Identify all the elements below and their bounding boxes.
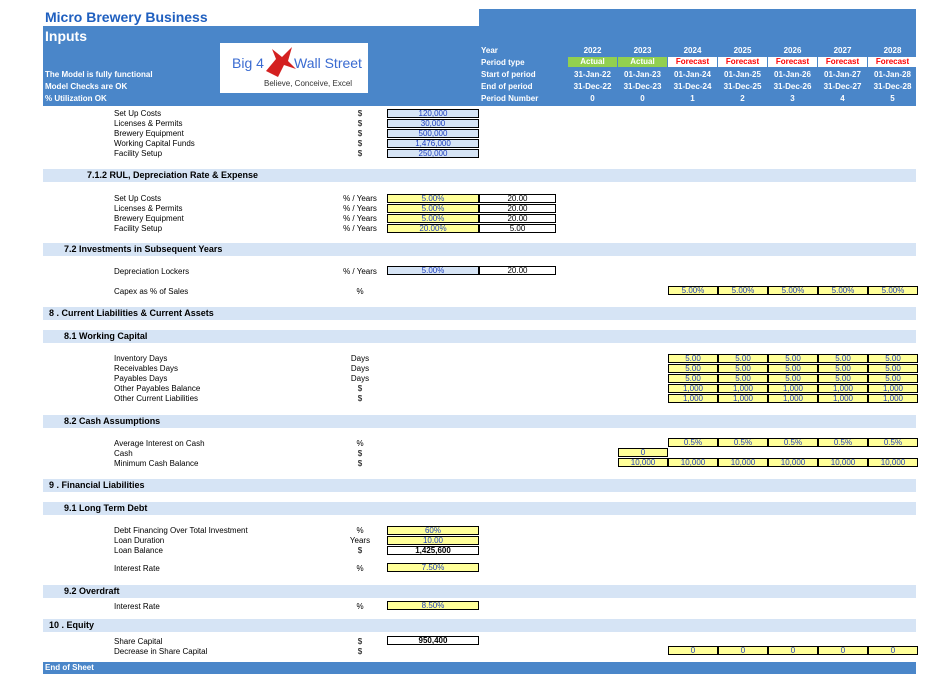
period-number: 2 [740, 94, 745, 103]
debt-item-label: Loan Balance [114, 546, 163, 555]
period-number: 5 [890, 94, 895, 103]
page-title: Micro Brewery Business [45, 9, 208, 25]
debt-item-value[interactable]: 10.00 [387, 536, 479, 545]
dep-lockers-unit: % / Years [343, 267, 377, 276]
wc-cell[interactable]: 5.00 [668, 364, 718, 373]
min-cash-cell[interactable]: 10,000 [768, 458, 818, 467]
setup-item-label: Working Capital Funds [114, 139, 195, 148]
dep-item-unit: % / Years [343, 204, 377, 213]
period-number: 0 [640, 94, 645, 103]
overdraft-interest-unit: % [356, 602, 364, 611]
decrease-share-label: Decrease in Share Capital [114, 647, 208, 656]
decrease-share-cell[interactable]: 0 [668, 646, 718, 655]
wc-cell[interactable]: 1,000 [718, 394, 768, 403]
wc-item-unit: Days [350, 374, 370, 383]
section-9: 9 . Financial Liabilities [43, 479, 916, 492]
dep-item-rate[interactable]: 20.00% [387, 224, 479, 233]
period-start: 01-Jan-23 [624, 70, 661, 79]
period-end: 31-Dec-27 [823, 82, 862, 91]
period-type-badge: Forecast [768, 57, 817, 67]
dep-item-label: Facility Setup [114, 224, 163, 233]
capex-label: Capex as % of Sales [114, 287, 189, 296]
dep-item-rate[interactable]: 5.00% [387, 214, 479, 223]
wc-cell[interactable]: 5.00 [818, 374, 868, 383]
period-end: 31-Dec-28 [873, 82, 912, 91]
decrease-share-cell[interactable]: 0 [868, 646, 918, 655]
period-start: 01-Jan-28 [874, 70, 911, 79]
wc-item-label: Receivables Days [114, 364, 179, 373]
capex-cell[interactable]: 5.00% [768, 286, 818, 295]
wc-cell[interactable]: 5.00 [718, 354, 768, 363]
year-label: 2026 [783, 46, 802, 55]
setup-item-value[interactable]: 1,476,000 [387, 139, 479, 148]
wc-cell[interactable]: 1,000 [818, 384, 868, 393]
min-cash-cell[interactable]: 10,000 [668, 458, 718, 467]
year-label: 2023 [633, 46, 652, 55]
dep-item-unit: % / Years [343, 214, 377, 223]
dep-item-label: Set Up Costs [114, 194, 162, 203]
period-start: 01-Jan-24 [674, 70, 711, 79]
wc-cell[interactable]: 5.00 [818, 364, 868, 373]
setup-item-value[interactable]: 30,000 [387, 119, 479, 128]
wc-item-label: Other Current Liabilities [114, 394, 199, 403]
wc-item-unit: Days [350, 364, 370, 373]
year-label: 2028 [883, 46, 902, 55]
logo-tagline: Believe, Conceive, Excel [264, 79, 353, 88]
dep-lockers-years[interactable]: 20.00 [479, 266, 556, 275]
period-start: 31-Jan-22 [574, 70, 611, 79]
dep-lockers-label: Depreciation Lockers [114, 267, 190, 276]
year-label: 2025 [733, 46, 752, 55]
wc-cell[interactable]: 1,000 [868, 394, 918, 403]
dep-item-unit: % / Years [343, 224, 377, 233]
setup-item-label: Brewery Equipment [114, 129, 184, 138]
capex-cell[interactable]: 5.00% [718, 286, 768, 295]
period-number: 4 [840, 94, 845, 103]
capex-cell[interactable]: 5.00% [868, 286, 918, 295]
period-start: 01-Jan-26 [774, 70, 811, 79]
avg-interest-label: Average Interest on Cash [114, 439, 205, 448]
period-end: 31-Dec-24 [673, 82, 712, 91]
cash-unit: $ [357, 449, 363, 458]
setup-item-label: Set Up Costs [114, 109, 162, 118]
ltd-interest-rate[interactable]: 7.50% [387, 563, 479, 572]
decrease-share-cell[interactable]: 0 [718, 646, 768, 655]
section-8-1: 8.1 Working Capital [43, 330, 916, 343]
setup-item-unit: $ [357, 129, 363, 138]
overdraft-interest-rate[interactable]: 8.50% [387, 601, 479, 610]
period-type-badge: Actual [618, 57, 667, 67]
wc-item-label: Inventory Days [114, 354, 168, 363]
setup-item-unit: $ [357, 109, 363, 118]
setup-item-label: Licenses & Permits [114, 119, 183, 128]
wc-cell[interactable]: 1,000 [768, 384, 818, 393]
year-label: 2022 [583, 46, 602, 55]
eagle-icon [264, 45, 298, 79]
debt-item-unit: Years [349, 536, 371, 545]
capex-cell[interactable]: 5.00% [668, 286, 718, 295]
min-cash-unit: $ [357, 459, 363, 468]
logo-text-wallstreet: Wall Street [294, 55, 362, 71]
section-8-2: 8.2 Cash Assumptions [43, 415, 916, 428]
wc-item-label: Other Payables Balance [114, 384, 201, 393]
status-line-3: % Utilization OK [45, 94, 107, 103]
debt-item-unit: % [356, 526, 364, 535]
wc-cell[interactable]: 5.00 [768, 364, 818, 373]
overdraft-interest-label: Interest Rate [114, 602, 160, 611]
share-capital-unit: $ [357, 637, 363, 646]
company-logo [220, 43, 368, 93]
period-start: 01-Jan-27 [824, 70, 861, 79]
dep-item-rate[interactable]: 5.00% [387, 194, 479, 203]
ltd-interest-unit: % [356, 564, 364, 573]
dep-lockers-rate[interactable]: 5.00% [387, 266, 479, 275]
wc-cell[interactable]: 5.00 [868, 374, 918, 383]
wc-cell[interactable]: 1,000 [668, 394, 718, 403]
period-type-badge: Forecast [668, 57, 717, 67]
status-line-2: Model Checks are OK [45, 82, 128, 91]
cash-label: Cash [114, 449, 133, 458]
dep-item-rate[interactable]: 5.00% [387, 204, 479, 213]
min-cash-cell[interactable]: 10,000 [868, 458, 918, 467]
debt-item-label: Loan Duration [114, 536, 165, 545]
min-cash-label: Minimum Cash Balance [114, 459, 199, 468]
sheet-subtitle: Inputs [45, 28, 87, 44]
wc-cell[interactable]: 1,000 [668, 384, 718, 393]
wc-cell[interactable]: 5.00 [818, 354, 868, 363]
decrease-share-unit: $ [357, 647, 363, 656]
section-9-2: 9.2 Overdraft [43, 585, 916, 598]
section-9-1: 9.1 Long Term Debt [43, 502, 916, 515]
setup-item-label: Facility Setup [114, 149, 163, 158]
year-label: 2024 [683, 46, 702, 55]
wc-item-unit: Days [350, 354, 370, 363]
status-line-1: The Model is fully functional [45, 70, 153, 79]
wc-cell[interactable]: 5.00 [868, 364, 918, 373]
dep-item-years[interactable]: 20.00 [479, 214, 556, 223]
share-capital-label: Share Capital [114, 637, 163, 646]
dep-item-years[interactable]: 20.00 [479, 204, 556, 213]
row-label-start: Start of period [481, 70, 536, 79]
dep-item-label: Licenses & Permits [114, 204, 183, 213]
wc-cell[interactable]: 1,000 [868, 384, 918, 393]
setup-item-unit: $ [357, 149, 363, 158]
interest-cell[interactable]: 0.5% [868, 438, 918, 447]
min-cash-cell[interactable]: 10,000 [818, 458, 868, 467]
period-end: 31-Dec-23 [623, 82, 662, 91]
section-7-2: 7.2 Investments in Subsequent Years [43, 243, 916, 256]
row-label-period-number: Period Number [481, 94, 539, 103]
row-label-end: End of period [481, 82, 533, 91]
capex-cell[interactable]: 5.00% [818, 286, 868, 295]
wc-cell[interactable]: 1,000 [718, 384, 768, 393]
share-capital-value[interactable]: 950,400 [387, 636, 479, 645]
wc-item-unit: $ [357, 394, 363, 403]
end-of-sheet: End of Sheet [43, 662, 916, 674]
period-type-badge: Actual [568, 57, 617, 67]
wc-cell[interactable]: 5.00 [868, 354, 918, 363]
min-cash-cell[interactable]: 10,000 [718, 458, 768, 467]
wc-cell[interactable]: 1,000 [818, 394, 868, 403]
section-7-1-2: 7.1.2 RUL, Depreciation Rate & Expense [43, 169, 916, 182]
period-end: 31-Dec-25 [723, 82, 762, 91]
interest-cell[interactable]: 0.5% [718, 438, 768, 447]
interest-cell[interactable]: 0.5% [768, 438, 818, 447]
period-number: 3 [790, 94, 795, 103]
wc-cell[interactable]: 5.00 [768, 374, 818, 383]
min-cash-cell[interactable]: 10,000 [618, 458, 668, 467]
debt-item-value[interactable]: 1,425,600 [387, 546, 479, 555]
interest-cell[interactable]: 0.5% [668, 438, 718, 447]
setup-item-unit: $ [357, 119, 363, 128]
row-label-period-type: Period type [481, 58, 525, 67]
wc-cell[interactable]: 5.00 [668, 374, 718, 383]
year-label: 2027 [833, 46, 852, 55]
period-start: 01-Jan-25 [724, 70, 761, 79]
period-type-badge: Forecast [718, 57, 767, 67]
avg-interest-unit: % [356, 439, 364, 448]
logo-text-big4: Big 4 [232, 55, 264, 71]
setup-item-unit: $ [357, 139, 363, 148]
period-end: 31-Dec-22 [573, 82, 612, 91]
interest-cell[interactable]: 0.5% [818, 438, 868, 447]
setup-item-value[interactable]: 250,000 [387, 149, 479, 158]
dep-item-label: Brewery Equipment [114, 214, 184, 223]
capex-unit: % [356, 287, 364, 296]
row-label-year: Year [481, 46, 498, 55]
period-type-badge: Forecast [868, 57, 917, 67]
period-number: 1 [690, 94, 695, 103]
cash-cell[interactable]: 0 [618, 448, 668, 457]
period-type-badge: Forecast [818, 57, 867, 67]
wc-item-label: Payables Days [114, 374, 168, 383]
wc-cell[interactable]: 1,000 [768, 394, 818, 403]
debt-item-unit: $ [357, 546, 363, 555]
wc-cell[interactable]: 5.00 [718, 374, 768, 383]
period-end: 31-Dec-26 [773, 82, 812, 91]
ltd-interest-label: Interest Rate [114, 564, 160, 573]
period-number: 0 [590, 94, 595, 103]
wc-cell[interactable]: 5.00 [668, 354, 718, 363]
dep-item-years[interactable]: 5.00 [479, 224, 556, 233]
section-10: 10 . Equity [43, 619, 916, 632]
decrease-share-cell[interactable]: 0 [768, 646, 818, 655]
wc-cell[interactable]: 5.00 [718, 364, 768, 373]
section-8: 8 . Current Liabilities & Current Assets [43, 307, 916, 320]
debt-item-label: Debt Financing Over Total Investment [114, 526, 248, 535]
setup-item-value[interactable]: 500,000 [387, 129, 479, 138]
wc-cell[interactable]: 5.00 [768, 354, 818, 363]
dep-item-years[interactable]: 20.00 [479, 194, 556, 203]
setup-item-value[interactable]: 120,000 [387, 109, 479, 118]
dep-item-unit: % / Years [343, 194, 377, 203]
wc-item-unit: $ [357, 384, 363, 393]
decrease-share-cell[interactable]: 0 [818, 646, 868, 655]
debt-item-value[interactable]: 60% [387, 526, 479, 535]
